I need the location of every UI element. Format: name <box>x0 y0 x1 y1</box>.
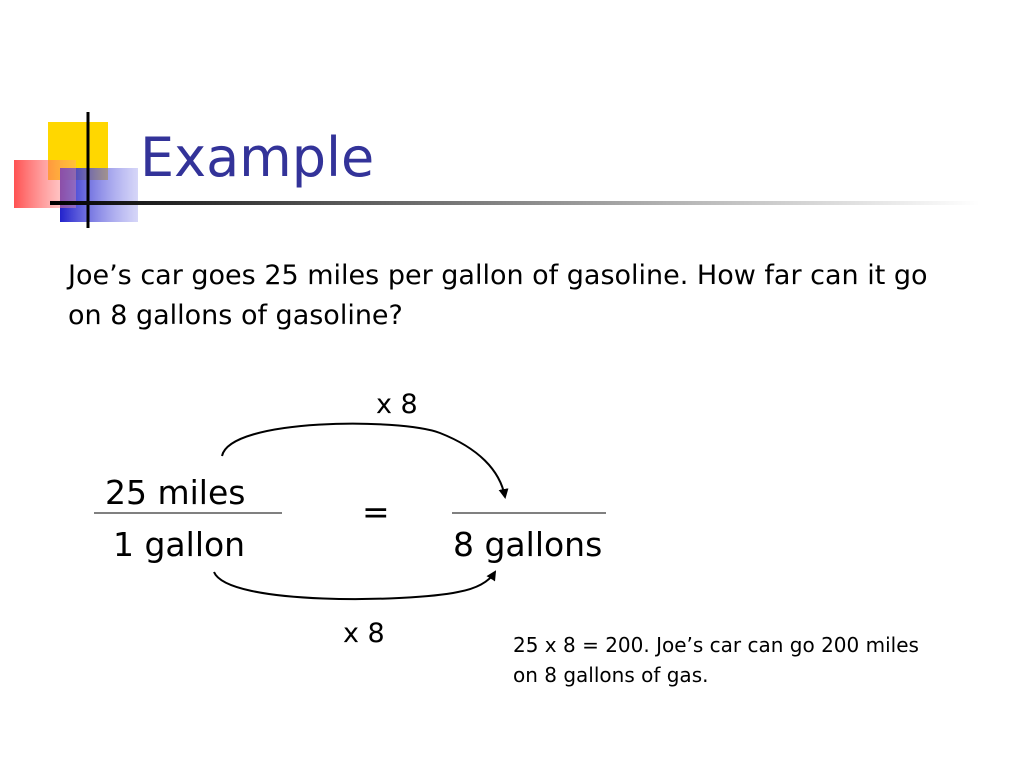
top-multiplier: x 8 <box>376 389 418 420</box>
top-arrow <box>222 424 505 497</box>
question-text: Joe’s car goes 25 miles per gallon of gasoline. How far can it go on 8 gallons of gasoline? <box>68 260 928 331</box>
equals-sign: = <box>362 492 390 531</box>
bottom-multiplier: x 8 <box>343 618 385 649</box>
left-numerator: 25 miles <box>105 473 246 512</box>
bottom-arrow <box>214 572 495 599</box>
right-denominator: 8 gallons <box>453 525 603 564</box>
slide-title: Example <box>140 126 375 189</box>
answer-text: 25 x 8 = 200. Joe’s car can go 200 miles on 8 gallons of gas. <box>513 633 919 687</box>
left-denominator: 1 gallon <box>113 525 246 564</box>
